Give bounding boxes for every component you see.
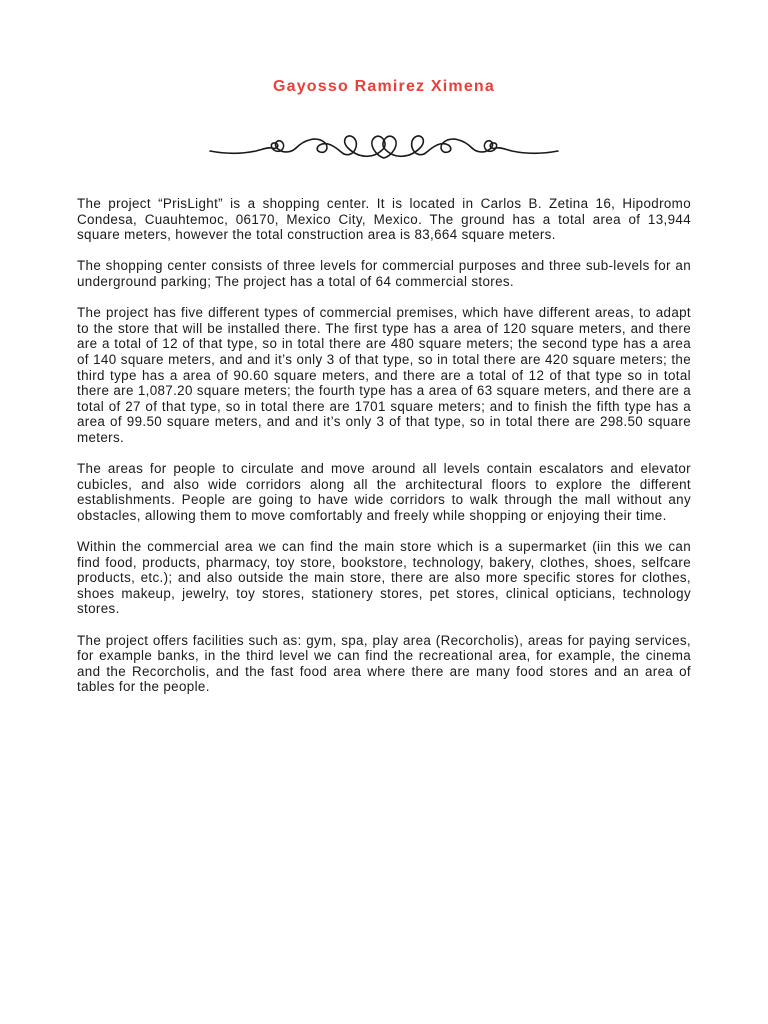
paragraph-premises: The project has five different types of commercial premises, which have different areas, to adapt to the store that will be installed there. The first type has a area of 120 square meters, and there are a total of 12 of that type, so in total there are 480 square meters; the second type has a area of 140 square meters, and and it’s only 3 of that type, so in total there are 420 square meters; the third type has a area of 90.60 square meters, and there are a total of 12 of that type so in total there are 1,087.20 square meters; the fourth type has a area of 63 square meters, and there are a total of 27 of that type, so in total there are 1701 square meters; and to finish the fifth type has a area of 99.50 square meters, and and it’s only 3 of that type, so in total there are 298.50 square meters. <box>77 305 691 445</box>
body-text <box>77 196 691 711</box>
paragraph-circulation: The areas for people to circulate and move around all levels contain escalators and elevator cubicles, and also wide corridors along all the architectural floors to explore the different establishments. People are going to have wide corridors to walk through the mall without any obstacles, allowing them to move comfortably and freely while shopping or enjoying their time. <box>77 461 691 523</box>
paragraph-commercial-area: Within the commercial area we can find the main store which is a supermarket (iin this we can find food, products, pharmacy, toy store, bookstore, technology, bakery, clothes, shoes, selfcare products, etc.); and also outside the main store, there are also more specific stores for clothes, shoes makeup, jewelry, toy stores, stationery stores, pet stores, clinical opticians, technology stores. <box>77 539 691 617</box>
paragraph-location: The project “PrisLight” is a shopping center. It is located in Carlos B. Zetina 16, Hipodromo Condesa, Cuauhtemoc, 06170, Mexico City, Mexico. The ground has a total area of 13,944 square meters, however the total construction area is 83,664 square meters. <box>77 196 691 243</box>
paragraph-facilities: The project offers facilities such as: gym, spa, play area (Recorcholis), areas for paying services, for example banks, in the third level we can find the recreational area, for example, the cinema and the Recorcholis, and the fast food area where there are many food stores and an area of tables for the people. <box>77 632 691 695</box>
paragraph-levels: The shopping center consists of three levels for commercial purposes and three sub-levels for an underground parking; The project has a total of 64 commercial stores. <box>77 258 691 289</box>
author-title: Gayosso Ramirez Ximena <box>272 78 496 95</box>
flourish-divider-icon <box>208 124 560 170</box>
